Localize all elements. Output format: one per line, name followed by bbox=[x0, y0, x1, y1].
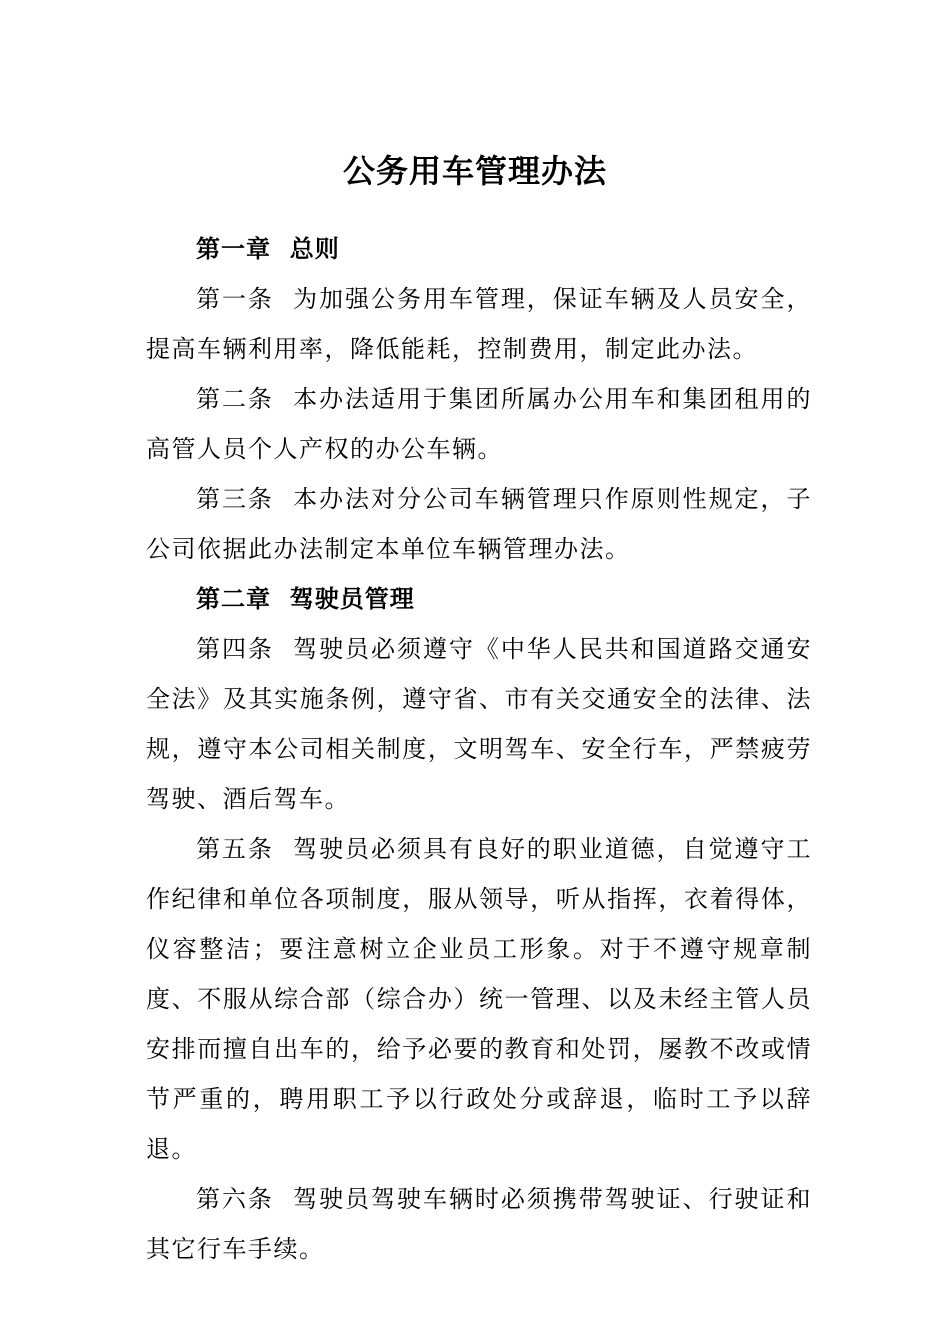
article-2: 第二条 本办法适用于集团所属办公用车和集团租用的高管人员个人产权的办公车辆。 bbox=[146, 385, 812, 463]
chapter-heading-driver-management: 第二章 驾驶员管理 bbox=[196, 585, 415, 613]
document-body bbox=[146, 224, 812, 1274]
article-4: 第四条 驾驶员必须遵守《中华人民共和国道路交通安全法》及其实施条例，遵守省、市有关交通安全的法律、法规，遵守本公司相关制度，文明驾车、安全行车，严禁疲劳驾驶、酒后驾车。 bbox=[146, 635, 812, 813]
document-title: 公务用车管理办法 bbox=[342, 152, 607, 191]
article-3: 第三条 本办法对分公司车辆管理只作原则性规定，子公司依据此办法制定本单位车辆管理办法。 bbox=[146, 485, 812, 563]
article-1: 第一条 为加强公务用车管理，保证车辆及人员安全，提高车辆利用率，降低能耗，控制费用，制定此办法。 bbox=[146, 285, 812, 363]
chapter-heading-general: 第一章 总则 bbox=[196, 235, 340, 263]
article-5: 第五条 驾驶员必须具有良好的职业道德，自觉遵守工作纪律和单位各项制度，服从领导，听从指挥，衣着得体，仪容整洁；要注意树立企业员工形象。对于不遵守规章制度、不服从综合部（综合办）统一管理、以及未经主管人员安排而擅自出车的，给予必要的教育和处罚，屡教不改或情节严重的，聘用职工予以行政处分或辞退，临时工予以辞退。 bbox=[146, 835, 812, 1163]
article-6: 第六条 驾驶员驾驶车辆时必须携带驾驶证、行驶证和其它行车手续。 bbox=[146, 1185, 812, 1263]
